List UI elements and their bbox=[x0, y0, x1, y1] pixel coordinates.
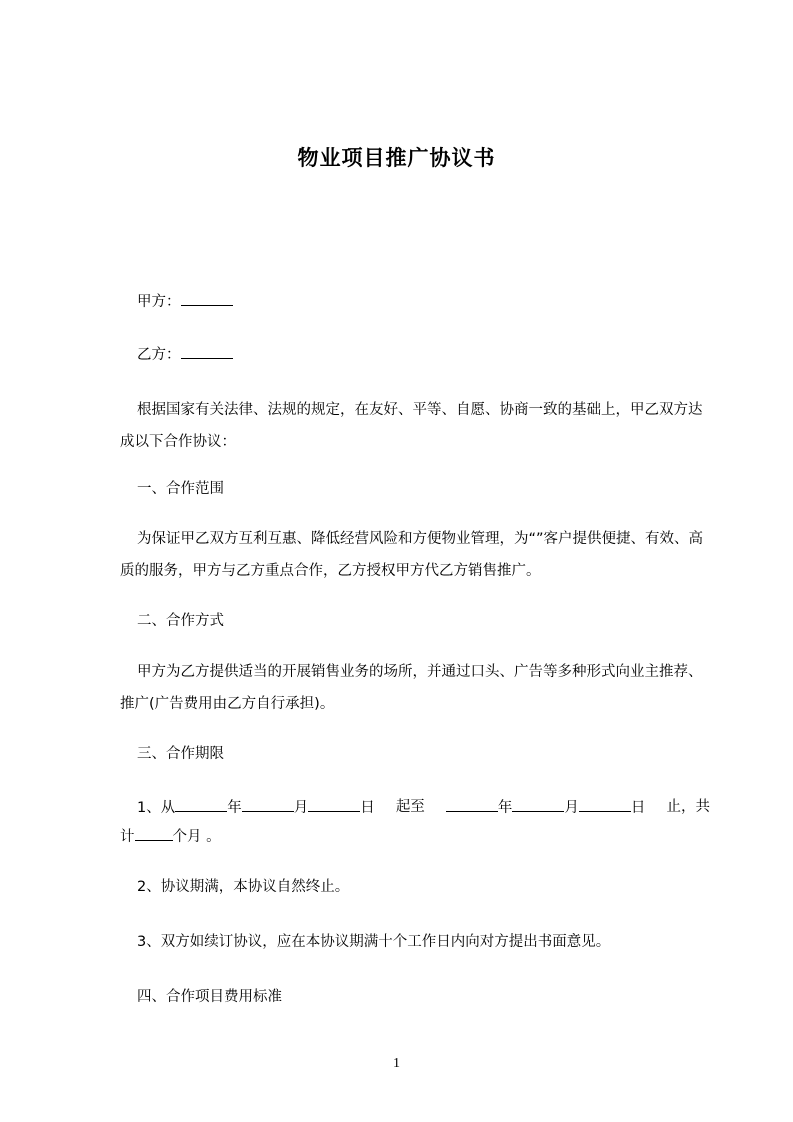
party-b-blank bbox=[181, 344, 233, 359]
section-3-heading: 三、合作期限 bbox=[137, 746, 224, 762]
term-end: 止，共 bbox=[666, 799, 710, 815]
term-line bbox=[137, 797, 710, 818]
section-4-heading: 四、合作项目费用标准 bbox=[137, 989, 282, 1005]
intro-paragraph: 根据国家有关法律、法规的规定，在友好、平等、自愿、协商一致的基础上，甲乙双方达成以下合作协议： bbox=[120, 402, 703, 450]
section-2-heading: 二、合作方式 bbox=[137, 613, 224, 629]
term-total-line: 计 个月 。 bbox=[120, 826, 221, 847]
party-a-label: 甲方： bbox=[137, 294, 181, 310]
term-until: 年 月 日 bbox=[446, 797, 646, 818]
term-item-3: 3、双方如续订协议，应在本协议期满十个工作日内向对方提出书面意见。 bbox=[137, 934, 611, 950]
term-from: 1、从 年 月 日 bbox=[137, 797, 375, 818]
section-1-heading: 一、合作范围 bbox=[137, 481, 224, 497]
party-a-line bbox=[137, 291, 233, 312]
page-number: 1 bbox=[393, 1056, 400, 1071]
term-from-to: 起至 bbox=[395, 799, 425, 815]
term-item-2: 2、协议期满，本协议自然终止。 bbox=[137, 879, 350, 895]
party-b-label: 乙方： bbox=[137, 347, 181, 363]
document-title: 物业项目推广协议书 bbox=[297, 146, 496, 170]
party-a-blank bbox=[181, 291, 233, 306]
section-1-body: 为保证甲乙双方互利互惠、降低经营风险和方便物业管理，为“”客户提供便捷、有效、高质的服务，甲方与乙方重点合作，乙方授权甲方代乙方销售推广。 bbox=[120, 531, 704, 579]
party-b-line bbox=[137, 344, 233, 365]
section-2-body: 甲方为乙方提供适当的开展销售业务的场所，并通过口头、广告等多种形式向业主推荐、推广(广告费用由乙方自行承担)。 bbox=[120, 664, 703, 712]
